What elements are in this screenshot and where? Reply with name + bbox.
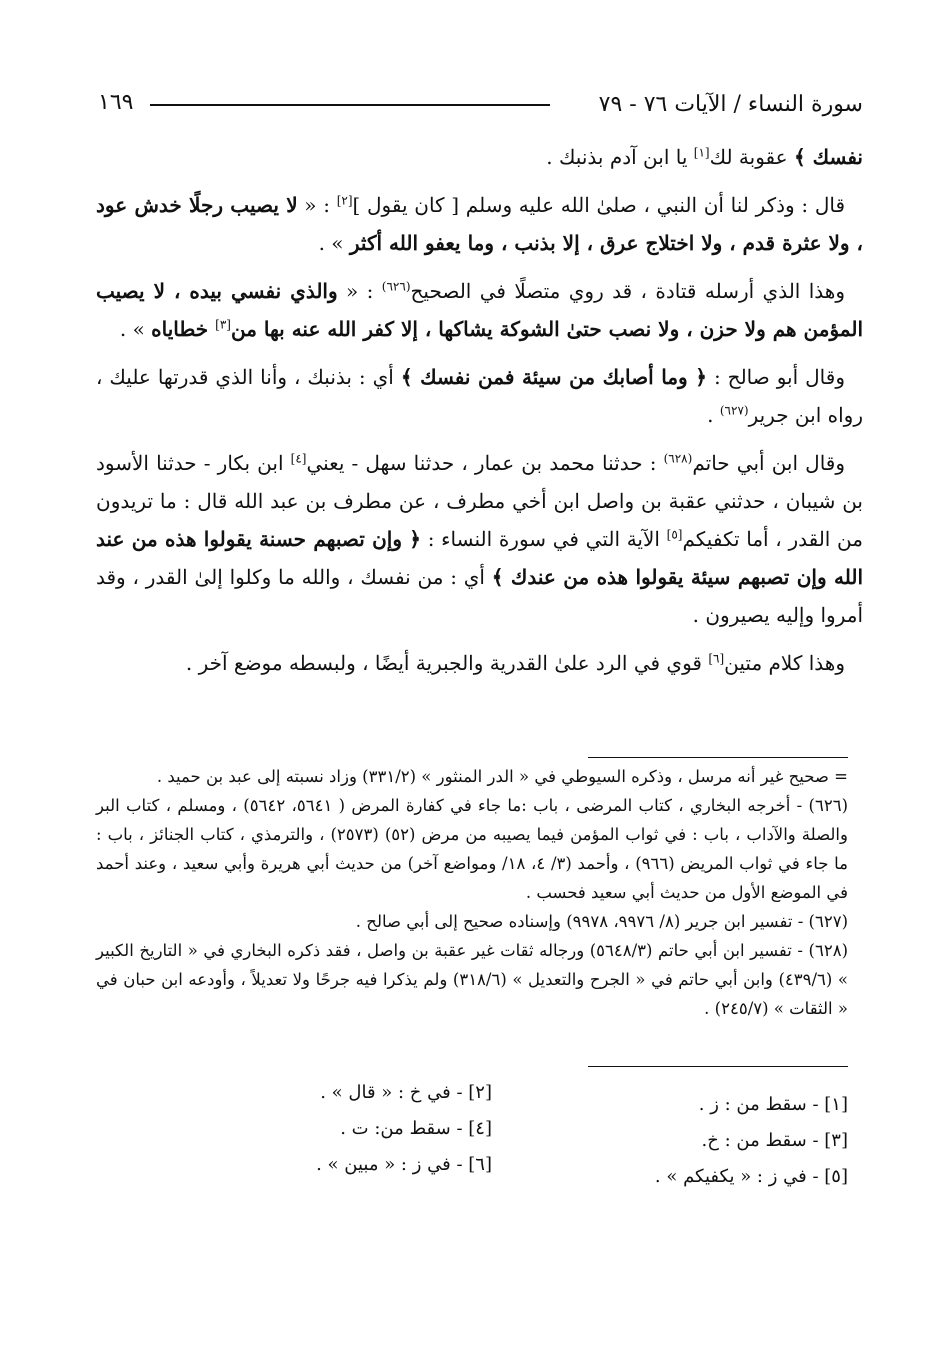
text-run: قال : وذكر لنا أن النبي ، صلىٰ الله عليه وسلم [ كان يقول ] bbox=[352, 193, 846, 217]
paragraph-4 bbox=[96, 358, 863, 434]
bold-text: نفسك ﴾ bbox=[793, 145, 863, 169]
paragraph-3 bbox=[96, 272, 863, 348]
text-run: » . bbox=[119, 317, 152, 341]
text-run: : « bbox=[297, 193, 337, 217]
header-rule bbox=[150, 104, 550, 106]
note-marker: [٣] bbox=[215, 317, 231, 332]
note-3: [٣] - سقط من : خ. bbox=[701, 1130, 848, 1151]
text-run: عقوبة لك bbox=[709, 145, 794, 169]
paragraph-2 bbox=[96, 186, 863, 262]
footnote-626: (٦٢٦) - أخرجه البخاري ، كتاب المرضى ، باب :ما جاء في كفارة المرض ( ٥٦٤١، ٥٦٤٢) ، ومسلم ، كتاب البر والصلة والآداب ، باب : في ثواب المؤمن فيما يصيبه من مرض (٥٢) (٢٥٧٣) ، والترمذي ، كتاب الجنائز ، باب : ما جاء في ثواب المريض (٩٦٦) ، وأحمد (٣/ ٤، ١٨/ ومواضع آخر) من حديث أبي هريرة وأبي سعيد ، وعند أحمد في الموضع الأول من حديث أبي سعيد فحسب . bbox=[96, 796, 849, 902]
note-marker: [٦] bbox=[708, 651, 725, 666]
text-run: قوي في الرد علىٰ القدرية والجبرية أيضًا ، ولبسطه موضع آخر . bbox=[185, 651, 709, 675]
note-marker: [٤] bbox=[290, 451, 307, 466]
quran-verse: ﴿ وإن تصبهم حسنة يقولوا هذه من عند الله وإن تصبهم سيئة يقولوا هذه من عندك ﴾ bbox=[96, 527, 863, 589]
notes-column-right bbox=[588, 1092, 848, 1200]
text-run: ابن بكار - حدثنا الأسود بن شيبان ، حدثني عقبة بن واصل ابن أخي مطرف ، عن مطرف بن عبد الله قال : ما تريدون من القدر ، أما تكفيكم bbox=[96, 451, 863, 551]
chapter-header: سورة النساء / الآيات ٧٦ - ٧٩ bbox=[598, 92, 863, 117]
footnote-628: (٦٢٨) - تفسير ابن أبي حاتم (٥٦٤٨/٣) ورجاله ثقات غير عقبة بن واصل ، فقد ذكره البخاري في « التاريخ الكبير » (٤٣٩/٦) وابن أبي حاتم في « الجرح والتعديل » (٣١٨/٦) ولم يذكرا فيه جرحًا ولا تعديلاً ، وأودعه ابن حبان في « الثقات » (٢٤٥/٧) . bbox=[96, 941, 849, 1018]
text-run: أي : بذنبك ، وأنا الذي قدرتها عليك ، رواه ابن جرير bbox=[96, 365, 863, 427]
hadith-text: لا يصيب رجلًا خدش عود ، ولا عثرة قدم ، ولا اختلاج عرق ، إلا بذنب ، وما يعفو الله أكثر bbox=[96, 193, 863, 255]
footnote-ref: (٦٢٧) bbox=[719, 403, 749, 418]
text-run: . bbox=[707, 403, 720, 427]
text-run: وهذا كلام متين bbox=[724, 651, 845, 675]
text-run: : حدثنا محمد بن عمار ، حدثنا سهل - يعني bbox=[306, 451, 664, 475]
footnotes bbox=[96, 762, 848, 1023]
manuscript-notes bbox=[96, 1080, 848, 1200]
text-run: وقال ابن أبي حاتم bbox=[692, 451, 846, 475]
text-run: يا ابن آدم بذنبك . bbox=[546, 145, 694, 169]
footnote-rule bbox=[588, 757, 848, 758]
paragraph-5 bbox=[96, 444, 863, 634]
quran-verse: ﴿ وما أصابك من سيئة فمن نفسك ﴾ bbox=[400, 365, 707, 389]
text-run: الآية التي في سورة النساء : bbox=[421, 527, 667, 551]
text-run: » . bbox=[318, 231, 350, 255]
text-run: أي : من نفسك ، والله ما وكلوا إلىٰ القدر ، وقد أمروا وإليه يصيرون . bbox=[96, 565, 863, 627]
note-marker: [٢] bbox=[336, 193, 353, 208]
notes-rule bbox=[588, 1066, 848, 1067]
hadith-text: والذي نفسي بيده ، لا يصيب المؤمن هم ولا حزن ، ولا نصب حتىٰ الشوكة يشاكها ، إلا كفر الله عنه بها من bbox=[96, 279, 863, 341]
text-run: وقال أبو صالح : bbox=[707, 365, 845, 389]
note-6: [٦] - في ز : « مبين » . bbox=[316, 1154, 492, 1175]
note-marker: [١] bbox=[693, 145, 710, 160]
footnote-ref: (٦٢٨) bbox=[663, 451, 693, 466]
footnote-continuation: = صحيح غير أنه مرسل ، وذكره السيوطي في « الدر المنثور » (٣٣١/٢) وزاد نسبته إلى عبد بن حميد . bbox=[156, 767, 848, 786]
footnote-627: (٦٢٧) - تفسير ابن جرير (٨/ ٩٩٧٦، ٩٩٧٨) وإسناده صحيح إلى أبي صالح . bbox=[355, 912, 848, 931]
notes-column-left bbox=[232, 1080, 492, 1188]
text-run: : « bbox=[337, 279, 382, 303]
note-4: [٤] - سقط من: ت . bbox=[340, 1118, 492, 1139]
text-run: وهذا الذي أرسله قتادة ، قد روي متصلًا في الصحيح bbox=[410, 279, 846, 303]
note-5: [٥] - في ز : « يكفيكم » . bbox=[654, 1166, 848, 1187]
main-text bbox=[96, 138, 863, 692]
footnote-ref: (٦٢٦) bbox=[381, 279, 411, 294]
page-number: ١٦٩ bbox=[98, 90, 134, 115]
hadith-text: خطاياه bbox=[151, 317, 216, 341]
paragraph-6 bbox=[96, 644, 863, 682]
note-1: [١] - سقط من : ز . bbox=[698, 1094, 848, 1115]
note-marker: [٥] bbox=[666, 527, 683, 542]
note-2: [٢] - في خ : « قال » . bbox=[320, 1082, 492, 1103]
paragraph-1 bbox=[96, 138, 863, 176]
